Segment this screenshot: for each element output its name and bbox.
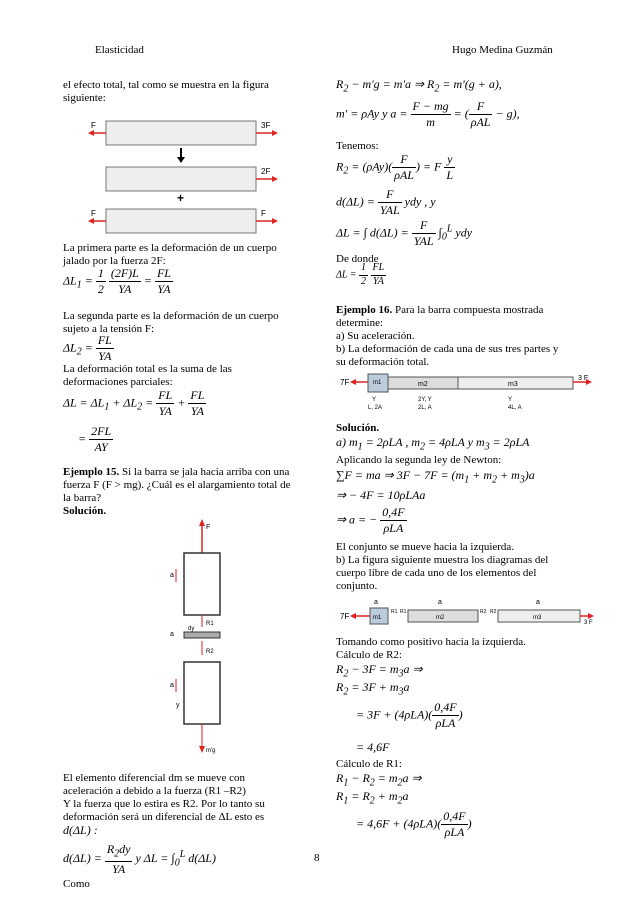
equation-r2-b: $R_2 = (\rho Ay)$( $\frac{F}{\text{ρAL}}$ ) = F $\frac{y}{L}$ (336, 152, 454, 182)
header-left: Elasticidad (95, 44, 144, 56)
svg-text:R2: R2 (206, 649, 214, 655)
paragraph: deformaciones parciales: (63, 376, 173, 388)
solution-heading: Solución. (336, 422, 380, 434)
equation-dl-total: $\Delta L = \Delta L_1 + \Delta L_2$ = $\frac{FL}{YA}$ + $\frac{FL}{YA}$ (63, 388, 205, 418)
figure-free-body-diagrams (338, 597, 600, 627)
equation-r1-b: $R_1 = R_2 + m_2a$ (336, 789, 409, 807)
paragraph: El elemento diferencial dm se mueve con (63, 772, 246, 784)
equation-dl2: $\Delta L_2$ = $\frac{FL}{YA}$ (63, 333, 112, 363)
equation-d-dl-b: d(ΔL) = $\frac{F}{\text{YAL}}$ ydy , y (336, 187, 436, 217)
paragraph: el efecto total, tal como se muestra en la figura (63, 79, 269, 91)
svg-text:3F: 3F (261, 121, 271, 130)
svg-text:a: a (438, 599, 442, 606)
svg-text:a: a (374, 599, 378, 606)
equation-r1-a: $R_1 - R_2 = m_2a$ ⇒ (336, 771, 422, 789)
paragraph: a) Su aceleración. (336, 330, 415, 342)
svg-text:R1: R1 (391, 609, 398, 615)
equation-r2-f: = 4,6F (356, 740, 390, 754)
svg-text:m1: m1 (373, 380, 382, 386)
svg-text:m3: m3 (508, 381, 518, 388)
paragraph: determine: (336, 317, 384, 329)
svg-text:m3: m3 (533, 615, 542, 621)
svg-text:a: a (170, 631, 174, 638)
solution-heading: Solución. (63, 505, 107, 517)
paragraph: El conjunto se mueve hacia la izquierda. (336, 541, 515, 553)
equation-r2-d: $R_2 = 3F + m_3a$ (336, 680, 410, 698)
svg-text:3 F: 3 F (578, 375, 589, 382)
equation-m-a: m' = ρAy y a = $\frac{F - mg}{m}$ = ( $\frac{F}{\text{ρAL}}$ − g), (336, 99, 520, 129)
svg-text:F: F (91, 121, 96, 130)
equation-masses: a) $m_1 = 2\rho LA$ , $m_2 = 4\rho LA$ y $m_3 = 2\rho LA$ (336, 435, 530, 453)
equation-dl-integral: d(ΔL) = $\frac{R_2dy}{YA}$ y $\Delta L = \int_0^L$ d(ΔL) (63, 842, 216, 876)
paragraph: deformación será un diferencial de ΔL esto es (63, 811, 265, 823)
svg-text:2F: 2F (261, 167, 271, 176)
paragraph: b) La deformación de cada una de sus tres partes y (336, 343, 559, 355)
svg-text:dy: dy (188, 626, 195, 632)
paragraph: Tenemos: (336, 140, 379, 152)
paragraph: De donde (336, 253, 379, 265)
paragraph: conjunto. (336, 580, 378, 592)
paragraph: sujeto a la tensión F: (63, 323, 155, 335)
example-15-title: Ejemplo 15. Si la barra se jala hacia arriba con una (63, 466, 290, 478)
svg-text:L, 2A: L, 2A (368, 405, 383, 411)
svg-text:2Y, Y: 2Y, Y (418, 397, 432, 403)
equation-newton-b: ⇒ − 4F = 10ρLAa (336, 488, 426, 502)
equation-r2-c: $R_2 - 3F = m_3a$ ⇒ (336, 662, 423, 680)
svg-text:7F: 7F (340, 612, 350, 621)
paragraph: aceleración a debido a la fuerza (R1 –R2) (63, 785, 246, 797)
paragraph: cuerpo libre de cada uno de los elementos del (336, 567, 537, 579)
equation-newton: ∑F = ma ⇒ $3F - 7F = (m_1 + m_2 + m_3)a$ (336, 468, 535, 486)
svg-text:4L, A: 4L, A (508, 405, 522, 411)
equation-accel: ⇒ a = − $\frac{0,4F}{\text{ρLA}}$ (336, 505, 405, 535)
paragraph: Y la fuerza que lo estira es R2. Por lo tanto su (63, 798, 265, 810)
paragraph: La primera parte es la deformación de un cuerpo (63, 242, 277, 254)
svg-text:F: F (206, 524, 211, 531)
svg-text:Y: Y (508, 397, 513, 403)
equation-d-dl: d(ΔL) : (63, 823, 98, 837)
svg-text:R2: R2 (490, 609, 497, 615)
equation-r1-c: = 4,6F + (4ρLA)( $\frac{0,4F}{\text{ρLA}}$ ) (356, 809, 472, 839)
paragraph: Tomando como positivo hacia la izquierda. (336, 636, 526, 648)
svg-text:a: a (170, 682, 174, 689)
paragraph: su deformación total. (336, 356, 430, 368)
paragraph: Cálculo de R1: (336, 758, 402, 770)
svg-text:m2: m2 (418, 381, 428, 388)
paragraph: La deformación total es la suma de las (63, 363, 232, 375)
figure-bars-superposition (86, 117, 284, 234)
svg-text:y: y (176, 702, 180, 709)
page-number: 8 (314, 852, 320, 864)
svg-text:R1: R1 (206, 621, 214, 627)
equation-r2: $R_2 - m'g = m'a$ ⇒ $R_2 = m'(g + a)$, (336, 77, 502, 95)
paragraph: b) La figura siguiente muestra los diagramas del (336, 554, 549, 566)
paragraph: Cálculo de R2: (336, 649, 402, 661)
svg-text:a: a (170, 572, 174, 579)
svg-text:R1: R1 (400, 609, 407, 615)
equation-dl-final: ΔL = $\frac{1}{2}$ $\frac{FL}{YA}$ (336, 262, 385, 287)
example-16-title: Ejemplo 16. Para la barra compuesta mostrada (336, 304, 544, 316)
svg-text:m2: m2 (436, 615, 445, 621)
paragraph: la barra? (63, 492, 102, 504)
svg-text:7F: 7F (340, 378, 350, 387)
equation-dl-int-b: ΔL = ∫ d(ΔL) = $\frac{F}{\text{YAL}}$ $\int_0^L$ ydy (336, 218, 473, 248)
svg-text:+: + (177, 191, 185, 205)
paragraph: Como (63, 878, 90, 890)
figure-vertical-bar (166, 517, 236, 762)
svg-text:2L, A: 2L, A (418, 405, 432, 411)
svg-text:F: F (91, 209, 96, 218)
equation-dl1: $\Delta L_1$ = $\frac{1}{2}$ $\frac{(2F)L}{YA}$ = $\frac{FL}{YA}$ (63, 266, 171, 296)
paragraph: jalado por la fuerza 2F: (63, 255, 166, 267)
paragraph: siguiente: (63, 92, 106, 104)
svg-text:3 F: 3 F (584, 620, 593, 626)
svg-text:m1: m1 (373, 615, 382, 621)
svg-text:F: F (261, 209, 266, 218)
paragraph: La segunda parte es la deformación de un cuerpo (63, 310, 279, 322)
equation-dl-result: = $\frac{2FL}{AY}$ (78, 424, 112, 454)
svg-text:m'g: m'g (206, 748, 216, 754)
header-right: Hugo Medina Guzmán (452, 44, 553, 56)
svg-text:Y: Y (372, 397, 377, 403)
equation-r2-e: = 3F + (4ρLA)( $\frac{0,4F}{\text{ρLA}}$ ) (356, 700, 463, 730)
paragraph: Aplicando la segunda ley de Newton: (336, 454, 502, 466)
svg-text:a: a (536, 599, 540, 606)
paragraph: fuerza F (F > mg). ¿Cuál es el alargamiento total de (63, 479, 291, 491)
svg-text:R2: R2 (480, 609, 487, 615)
figure-composite-bar (338, 372, 598, 412)
